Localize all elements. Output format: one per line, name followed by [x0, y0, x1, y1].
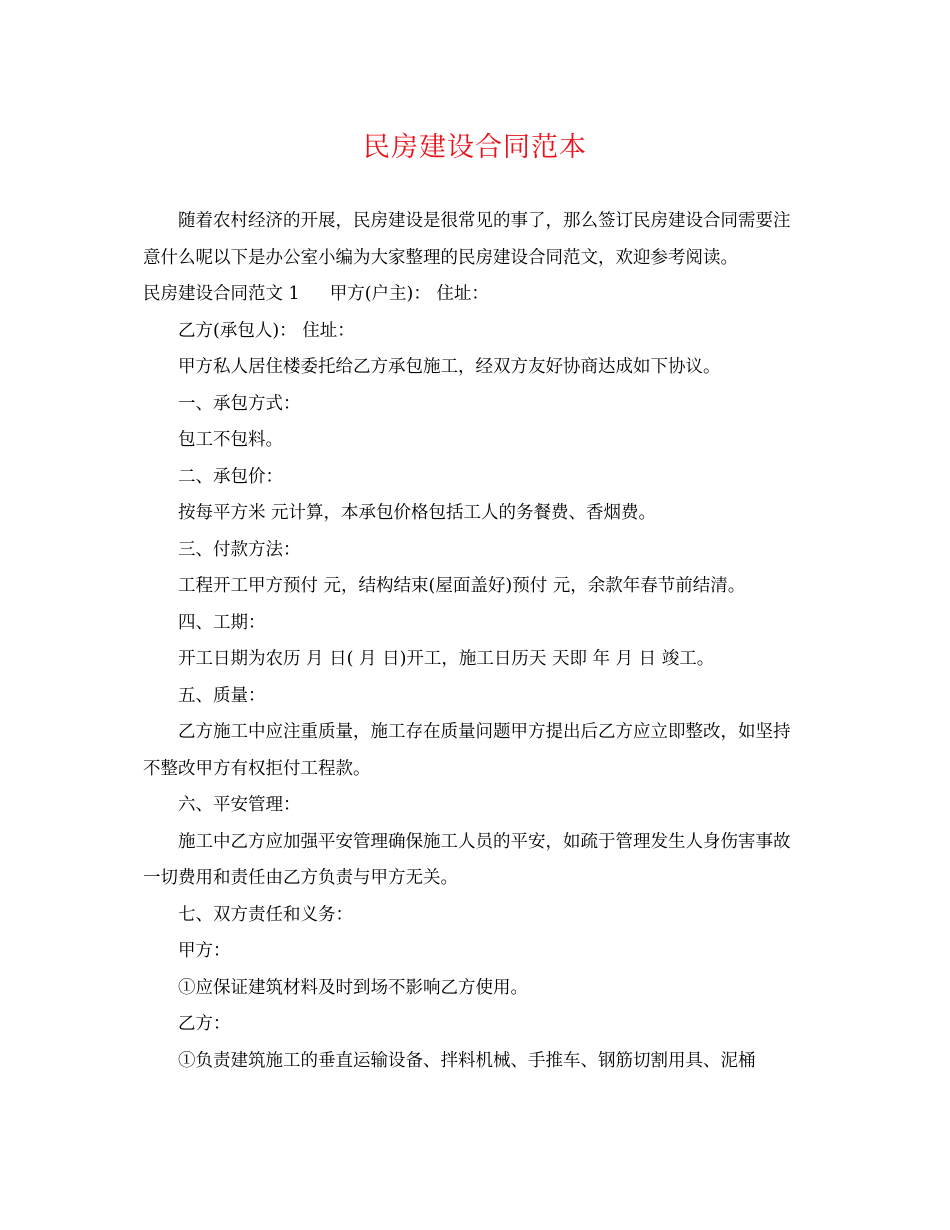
section-text: 施工中乙方应加强平安管理确保施工人员的平安，如疏于管理发生人身伤害事故一切费用和责任由乙方负责与甲方无关。 — [143, 831, 791, 888]
section-heading: 五、质量： — [178, 685, 266, 706]
section-text: 包工不包料。 — [178, 430, 283, 450]
section-text: 开工日期为农历 月 日( 月 日)开工，施工日历天 天即 年 月 日 竣工。 — [178, 649, 715, 669]
section-heading: 一、承包方式： — [178, 393, 301, 414]
section-heading: 二、承包价： — [178, 466, 283, 487]
section-heading: 四、工期： — [178, 612, 266, 633]
contract-heading-line — [143, 276, 803, 313]
party-b-obligation: ①负责建筑施工的垂直运输设备、拌料机械、手推车、钢筋切割用具、泥桶 — [178, 1050, 756, 1071]
section-text: 按每平方米 元计算，本承包价格包括工人的务餐费、香烟费。 — [178, 503, 657, 523]
section-text: 工程开工甲方预付 元，结构结束(屋面盖好)预付 元，余款年春节前结清。 — [178, 576, 746, 596]
section-heading: 六、平安管理： — [178, 795, 301, 815]
intro-paragraph: 随着农村经济的开展，民房建设是很常见的事了，那么签订民房建设合同需要注意什么呢以下是办公室小编为大家整理的民房建设合同范文，欢迎参考阅读。 — [143, 211, 791, 268]
document-body — [143, 203, 803, 1079]
party-a-heading: 甲方： — [178, 941, 231, 961]
contract-sample-label: 民房建设合同范文 1 — [143, 284, 300, 304]
party-a-line: 甲方(户主)： 住址： — [329, 284, 489, 304]
section-heading: 七、双方责任和义务： — [178, 904, 353, 925]
party-a-obligation: ①应保证建筑材料及时到场不影响乙方使用。 — [178, 977, 528, 998]
section-heading: 三、付款方法： — [178, 539, 301, 560]
agreement-paragraph: 甲方私人居住楼委托给乙方承包施工，经双方友好协商达成如下协议。 — [178, 357, 721, 377]
party-b-line: 乙方(承包人)： 住址： — [178, 320, 355, 341]
document-title: 民房建设合同范本 — [363, 132, 587, 163]
party-b-heading: 乙方： — [178, 1014, 231, 1034]
section-text: 乙方施工中应注重质量，施工存在质量问题甲方提出后乙方应立即整改，如坚持不整改甲方有权拒付工程款。 — [143, 722, 791, 779]
